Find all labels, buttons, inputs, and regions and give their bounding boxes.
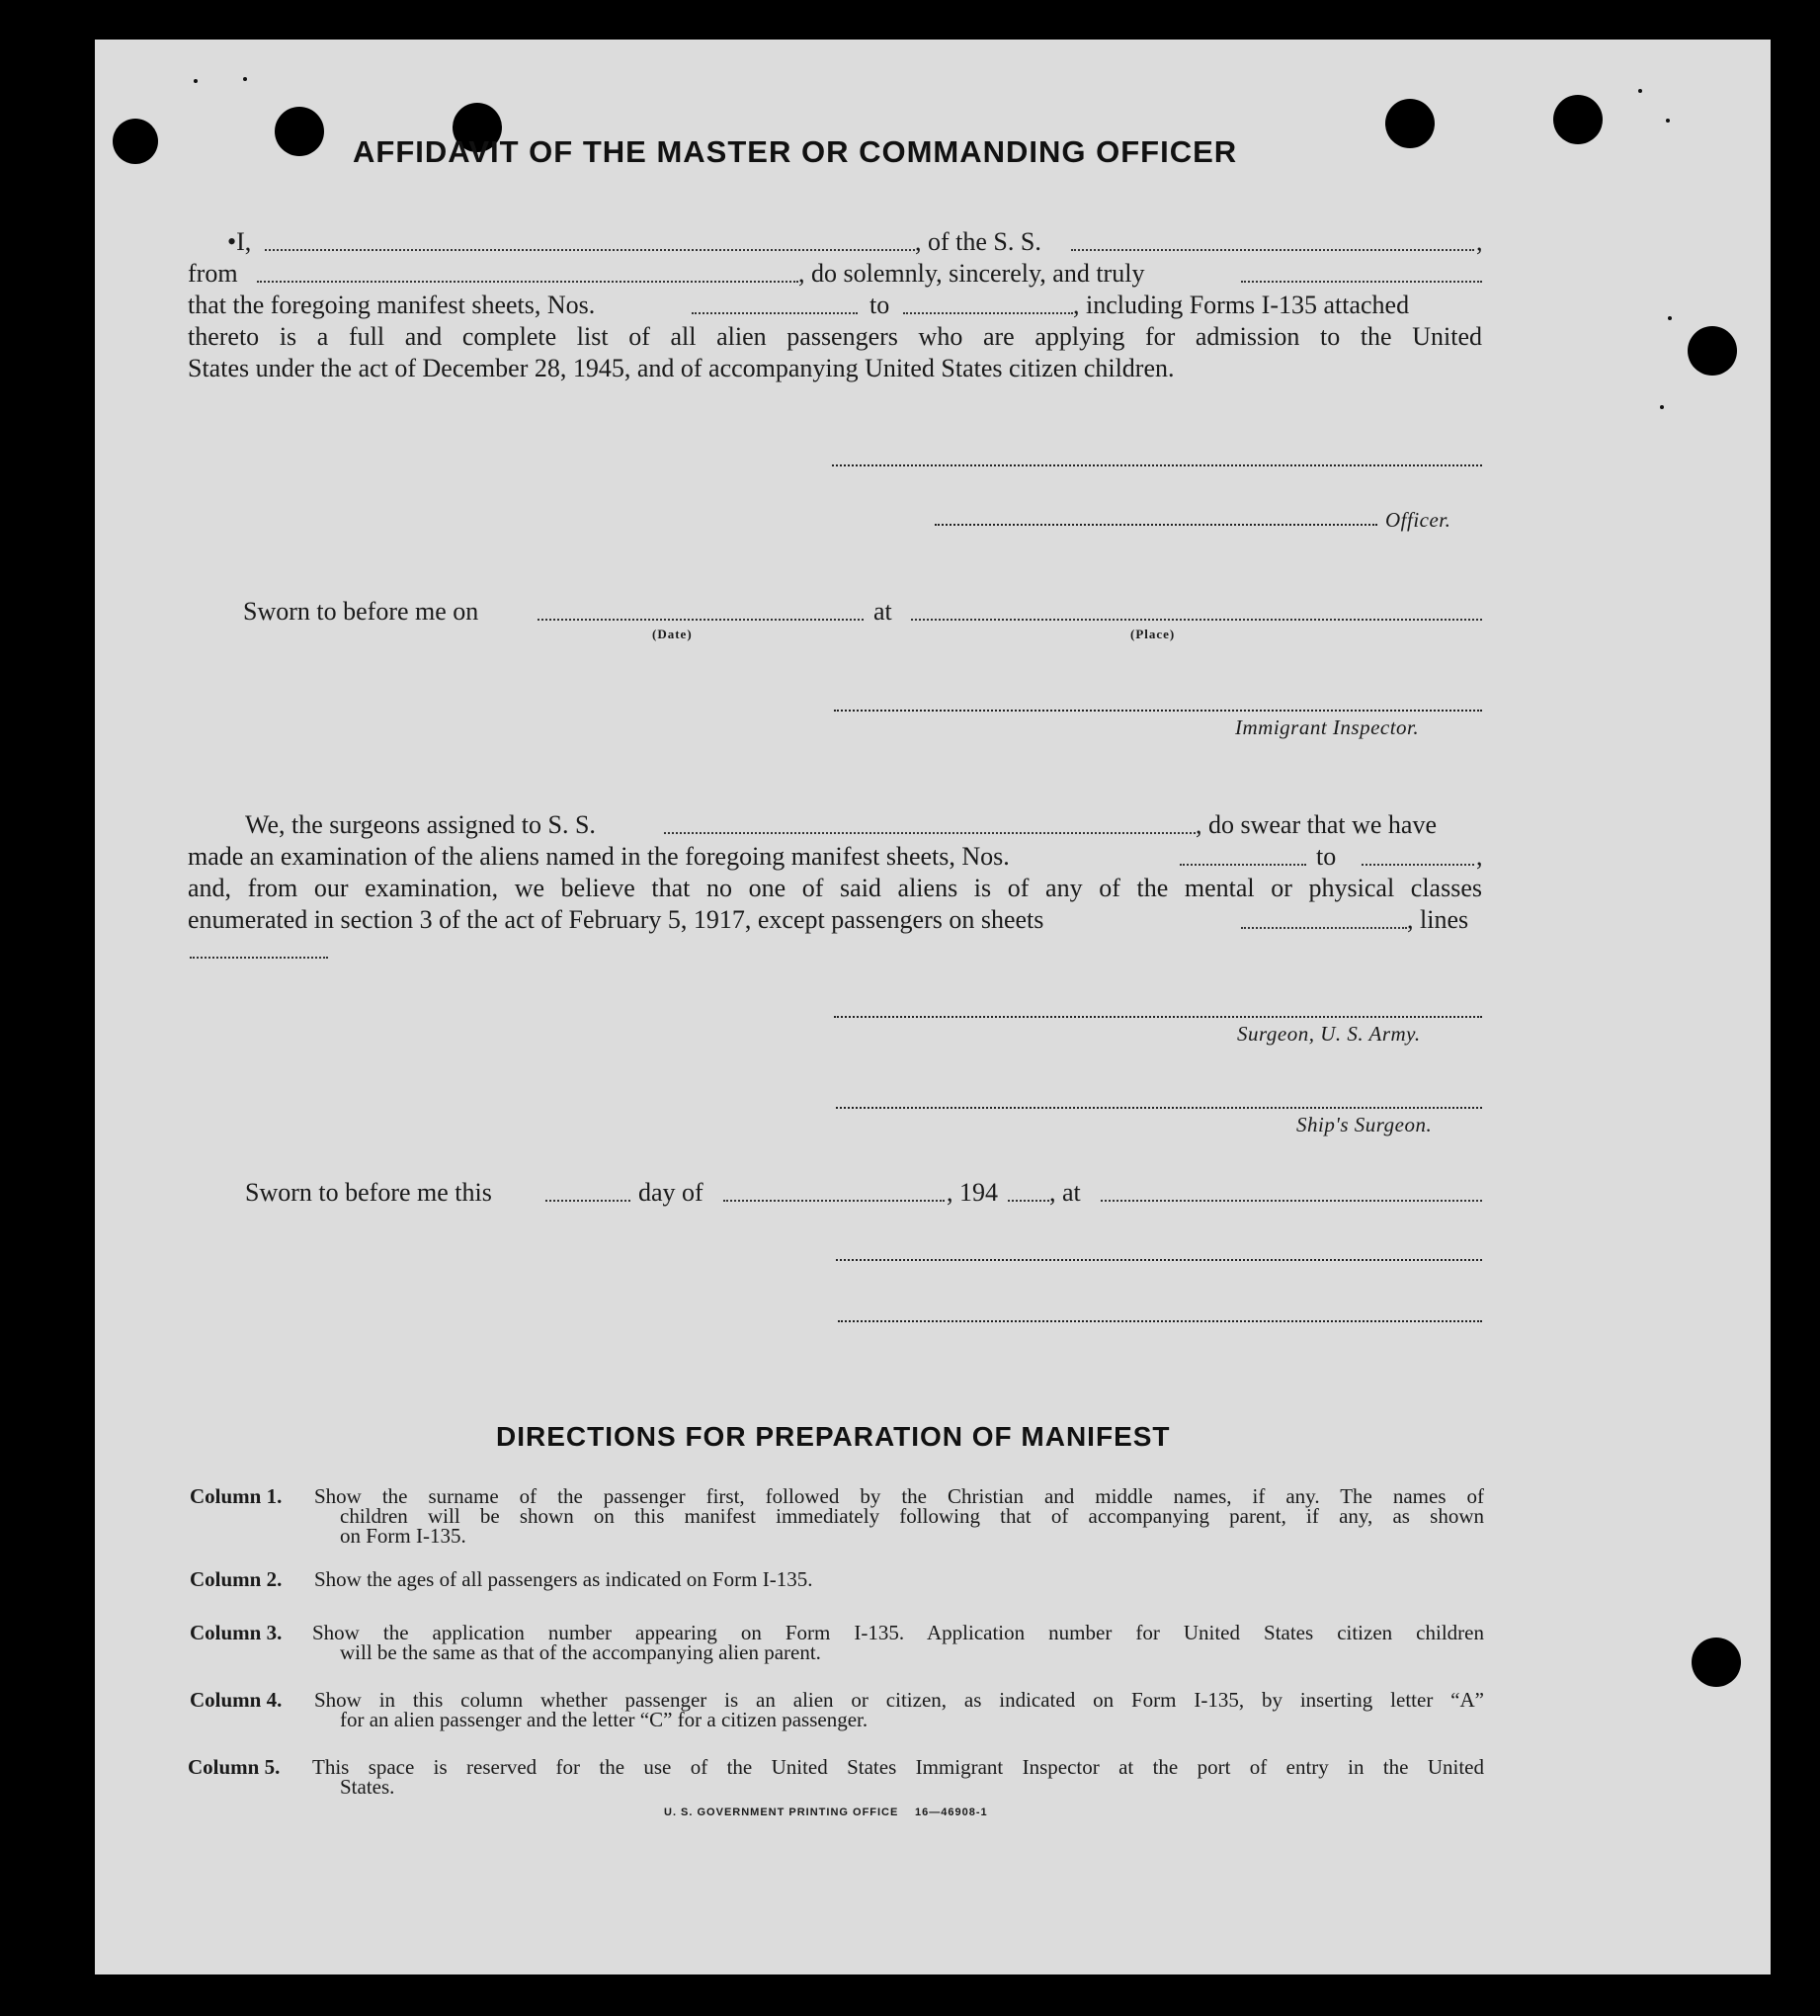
column-text-line2: States. [340, 1775, 395, 1799]
officer-caption: Officer. [1385, 508, 1451, 532]
affidavit-line2-start: from [188, 259, 238, 288]
surgeons-line4-start: enumerated in section 3 of the act of February 5, 1917, except passengers on sheets [188, 905, 1044, 934]
sworn2-year-field[interactable] [1008, 1200, 1049, 1202]
punch-hole [1385, 99, 1435, 148]
sworn1-date-field[interactable] [538, 619, 864, 621]
sworn2-day-of: day of [638, 1178, 703, 1207]
sworn2-signature-line[interactable] [836, 1259, 1482, 1261]
date-caption: (Date) [652, 627, 693, 641]
speck [1668, 316, 1672, 320]
army-surgeon-caption: Surgeon, U. S. Army. [1237, 1022, 1421, 1046]
surgeons-sheet-to-field[interactable] [1362, 864, 1474, 866]
master-name-field[interactable] [265, 249, 915, 251]
column-text-line1: This space is reserved for the use of the United States Immigrant Inspector at the port of entry in the United [312, 1755, 1484, 1779]
except-lines-field[interactable] [190, 957, 328, 959]
sworn1-place-field[interactable] [911, 619, 1482, 621]
affidavit-line1-mid: , of the S. S. [915, 227, 1041, 256]
inspector-signature-line[interactable] [834, 710, 1482, 712]
speck [194, 79, 198, 83]
column-label: Column 2. [190, 1567, 283, 1591]
column-text-line2: children will be shown on this manifest immediately following that of accompanying parent, if any, as shown [340, 1504, 1484, 1528]
form-title: AFFIDAVIT OF THE MASTER OR COMMANDING OFFICER [353, 134, 1238, 169]
sworn2-at: , at [1049, 1178, 1081, 1207]
officer-signature-line[interactable] [832, 464, 1482, 466]
sworn1-prefix: Sworn to before me on [243, 597, 479, 626]
column-text-line2: for an alien passenger and the letter “C” for a citizen passenger. [340, 1708, 869, 1731]
sworn2-year: , 194 [947, 1178, 998, 1207]
column-label: Column 1. [190, 1484, 283, 1508]
affidavit-line1-start: •I, [227, 227, 252, 256]
surgeons-line2-end: , [1476, 842, 1483, 871]
army-surgeon-signature-line[interactable] [834, 1016, 1482, 1018]
punch-hole [1553, 95, 1603, 144]
column-label: Column 4. [190, 1688, 283, 1712]
punch-hole [1692, 1638, 1741, 1687]
directions-title: DIRECTIONS FOR PREPARATION OF MANIFEST [496, 1421, 1171, 1452]
speck [1666, 119, 1670, 123]
column-label: Column 5. [188, 1755, 281, 1779]
sworn2-place-field[interactable] [1101, 1200, 1482, 1202]
affidavit-line2-mid: , do solemnly, sincerely, and truly [798, 259, 1145, 288]
speck [1660, 405, 1664, 409]
printer-imprint: U. S. GOVERNMENT PRINTING OFFICE [664, 1806, 899, 1818]
affidavit-line3-start: that the foregoing manifest sheets, Nos. [188, 291, 596, 319]
affidavit-line3-end: , including Forms I-135 attached [1073, 291, 1410, 319]
place-caption: (Place) [1130, 627, 1176, 641]
punch-hole [1688, 326, 1737, 376]
sworn1-at: at [873, 597, 892, 626]
column-text-line2: will be the same as that of the accompanying alien parent. [340, 1640, 821, 1664]
punch-hole [275, 107, 324, 156]
affidavit-line5: States under the act of December 28, 1945, and of accompanying United States citizen children. [188, 354, 1175, 382]
punch-hole [113, 119, 158, 164]
surgeons-ship-field[interactable] [664, 832, 1196, 834]
column-label: Column 3. [190, 1621, 283, 1644]
column-text-line1: Show the application number appearing on Form I-135. Application number for United States citizen children [312, 1621, 1484, 1644]
except-sheets-field[interactable] [1241, 927, 1407, 929]
ship-surgeon-signature-line[interactable] [836, 1107, 1482, 1109]
form-page [95, 40, 1771, 1974]
surgeons-line2-start: made an examination of the aliens named in the foregoing manifest sheets, Nos. [188, 842, 1010, 871]
column-text-line1: Show in this column whether passenger is an alien or citizen, as indicated on Form I-135, by inserting letter “A” [314, 1688, 1484, 1712]
column-text-line1: Show the ages of all passengers as indicated on Form I-135. [314, 1567, 813, 1591]
sworn2-month-field[interactable] [723, 1200, 945, 1202]
sheet-from-field[interactable] [692, 312, 858, 314]
officer-title-line[interactable] [935, 524, 1377, 526]
surgeons-line4-end: , lines [1407, 905, 1469, 934]
surgeons-line3: and, from our examination, we believe that no one of said aliens is of any of the mental or physical classes [188, 874, 1482, 902]
speck [243, 77, 247, 81]
column-text-line1: Show the surname of the passenger first, followed by the Christian and middle names, if any. The names of [314, 1484, 1484, 1508]
surgeons-line1-end: , do swear that we have [1196, 810, 1438, 839]
oath-type-field[interactable] [1241, 281, 1482, 283]
sworn2-day-field[interactable] [545, 1200, 630, 1202]
sworn2-title-line[interactable] [838, 1320, 1482, 1322]
ship-surgeon-caption: Ship's Surgeon. [1296, 1113, 1433, 1136]
surgeons-sheet-from-field[interactable] [1180, 864, 1306, 866]
affidavit-line4: thereto is a full and complete list of all alien passengers who are applying for admission to the United [188, 322, 1482, 351]
inspector-caption: Immigrant Inspector. [1235, 715, 1420, 739]
form-code: 16—46908-1 [915, 1806, 988, 1818]
affidavit-line1-end: , [1476, 227, 1483, 256]
sheet-to-field[interactable] [903, 312, 1073, 314]
speck [1638, 89, 1642, 93]
surgeons-line2-to: to [1316, 842, 1337, 871]
surgeons-line1-start: We, the surgeons assigned to S. S. [245, 810, 596, 839]
ship-name-field[interactable] [1071, 249, 1474, 251]
column-text-line3: on Form I-135. [340, 1524, 466, 1548]
departure-port-field[interactable] [257, 281, 798, 283]
sworn2-prefix: Sworn to before me this [245, 1178, 492, 1207]
affidavit-line3-to: to [869, 291, 890, 319]
